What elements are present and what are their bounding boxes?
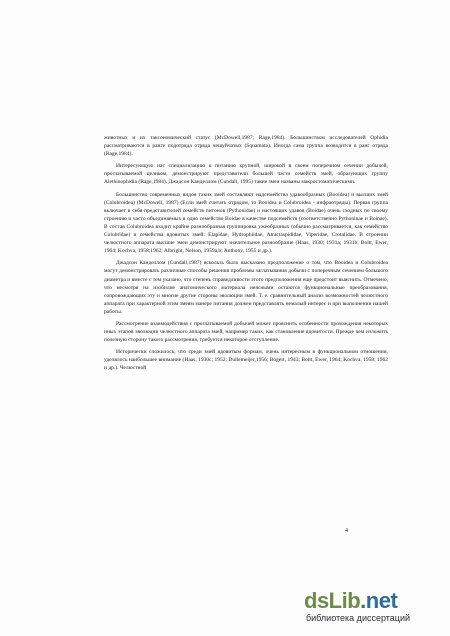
watermark-logo[interactable] [304, 588, 436, 624]
paragraph-4: Джадсон Канделлом (Cundall,1987) вскользь было высказано предположение о том, что Booidea и Colubroidea могут демонстрировать различные способы решения проблемы заглатывания добычи с поперечным сечением большого диаметра и вместе с тем указано, что степень справедливости этого предположения еще предстоит выяснить. Отмечено, что несмотря на изобилие анатомического материала неясными остаются функциональные преобразования, сопровождающих эту и многие другие стороны эволюции змей. Т. е. сравнительный анализ возможностей челюстного аппарата при характерной этим змеям манере питания должен представлять немалый интерес и при выполнении нашей работы. [104, 260, 388, 315]
paragraph-2: Интересующую нас специализацию к питанию крупной, широкой в своем поперечном сечении добычей, проглатываемой целиком, демонстрируют представители большей части семейств змей, образующих группу Alethinophidia (Rage,1984). Джадсон Канделлом (Cundall, 1995) такие змеи названы макростоматическими. [104, 163, 388, 186]
page-number: 4 [345, 528, 348, 534]
body-text [104, 134, 388, 377]
watermark-subtitle: библиотека диссертаций [306, 613, 411, 623]
watermark-logo-part2: .net [360, 588, 398, 613]
watermark-logo-text [304, 588, 397, 614]
paragraph-6: Исторически сложилось, что среди змей ядовитым формам, очень интересным в функциональном отношении, уделялось наибольшее внимание (Haas, 1930с; 1952; Dullemeijer,1956; Bogert, 1943; Boltt, Ewer, 1964; Kochva, 1958; 1962 и др.). Челюстной [104, 349, 388, 372]
watermark-logo-part1: dsLib [304, 588, 361, 613]
paragraph-5: Рассмотрение взаимодействия с проглатываемой добычей может прояснить особенности прохождения некоторых иных этапов эволюции челюстного аппарата змей, например таких, как становление ядовитости. Прежде чем изложить полезную сторону такого рассмотрения, требуется некоторое отступление. [104, 320, 388, 344]
paragraph-1: животных и их таксономический статус (McDowell,1987; Rage,1984). Большинством исследователей Ophidia рассматриваются в ранге подотряда отряда чешуйчатых (Squamata). Иногда сама группа возводится в ранг отряда (Rage,1984). [104, 135, 388, 158]
paragraph-3: Большинство современных видов таких змей составляют надсемейства удавообразных (Booidea) и высших змей (Colubroidea) (McDowell, 1987) (Если змей считать отрядом, то Booidea и Colubroidea - инфраотряды). Первая группа включает в себя представителей семейств питонов (Pythonidae) и настоящих удавов (Boidae) очень сходных по своему строению и часто объединяемых в одно семейство Boidae в качестве подсемейств (соответственно Pythoninae и Boinae). В состав Colubroidea входит крайне разнообразная группировка ужеобразных (обычно рассматривается, как семейство Colubridae) и семейства ядовитых змей: Elapidae, Hydrophiidae, Atractaspididae, Viperidae, Crotalidae. В строении челюстного аппарата высшие змеи демонстрируют значительное разнообразие (Haas, 1930; 1931а; 1931b; Boltt, Ewer, 1964; Kochva, 1958;1962; Albright, Nelson, 1959а,b; Anthony, 1955 и др.). [104, 191, 388, 255]
